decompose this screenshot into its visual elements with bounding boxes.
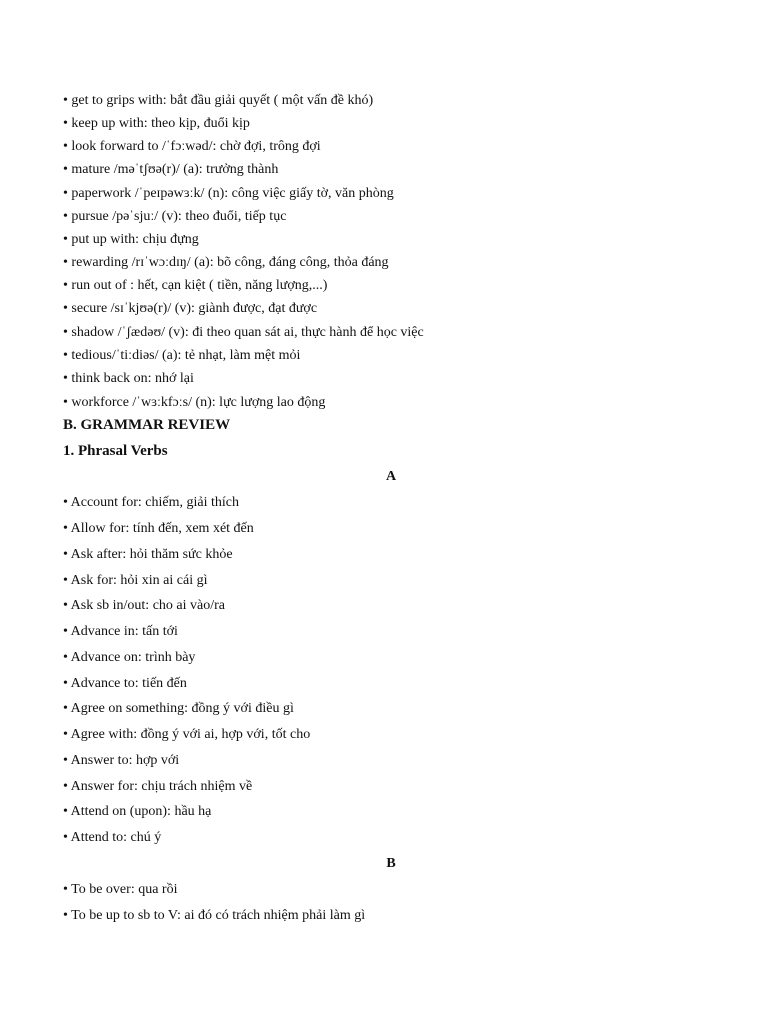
phrasal-verb-item: • Agree with: đồng ý với ai, hợp với, tốt cho <box>63 727 311 742</box>
phrasal-verb-item: • Account for: chiếm, giải thích <box>63 495 239 510</box>
phrasal-verb-item: • Attend to: chú ý <box>63 830 162 845</box>
vocab-item: • shadow /ˈʃædəʊ/ (v): đi theo quan sát ai, thực hành để học việc <box>63 325 424 340</box>
phrasal-verb-item: • Ask for: hỏi xin ai cái gì <box>63 573 208 588</box>
vocab-item: • rewarding /rɪˈwɔːdɪŋ/ (a): bõ công, đáng công, thỏa đáng <box>63 255 389 270</box>
phrasal-verb-item: • Advance in: tấn tới <box>63 624 178 639</box>
phrasal-verb-item: • Agree on something: đồng ý với điều gì <box>63 701 294 716</box>
vocab-item: • put up with: chịu đựng <box>63 232 199 247</box>
vocab-item: • run out of : hết, cạn kiệt ( tiền, năng lượng,...) <box>63 278 328 293</box>
subsection-title: 1. Phrasal Verbs <box>63 443 168 459</box>
phrasal-verb-item: • Allow for: tính đến, xem xét đến <box>63 521 254 536</box>
vocab-item: • get to grips with: bắt đầu giải quyết ( một vấn đề khó) <box>63 93 374 108</box>
vocab-item: • think back on: nhớ lại <box>63 371 194 386</box>
vocab-item: • tedious/ˈtiːdiəs/ (a): tẻ nhạt, làm mệt mỏi <box>63 348 301 363</box>
phrasal-verb-item: • Ask after: hỏi thăm sức khỏe <box>63 547 233 562</box>
section-title: B. GRAMMAR REVIEW <box>63 417 231 433</box>
phrasal-verb-item: • To be up to sb to V: ai đó có trách nhiệm phải làm gì <box>63 908 366 923</box>
vocab-item: • secure /sɪˈkjʊə(r)/ (v): giành được, đạt được <box>63 301 318 316</box>
group-letter-a: A <box>385 469 397 484</box>
vocab-item: • keep up with: theo kịp, đuổi kịp <box>63 116 250 131</box>
phrasal-verb-item: • Answer for: chịu trách nhiệm về <box>63 779 253 794</box>
vocab-item: • paperwork /ˈpeɪpəwɜːk/ (n): công việc giấy tờ, văn phòng <box>63 186 394 201</box>
vocab-item: • mature /məˈtʃʊə(r)/ (a): trưởng thành <box>63 162 279 177</box>
phrasal-verb-item: • Ask sb in/out: cho ai vào/ra <box>63 598 225 613</box>
phrasal-verb-item: • Advance on: trình bày <box>63 650 196 665</box>
vocab-item: • look forward to /ˈfɔːwəd/: chờ đợi, trông đợi <box>63 139 321 154</box>
phrasal-verb-item: • Attend on (upon): hầu hạ <box>63 804 212 819</box>
phrasal-verb-item: • Advance to: tiến đến <box>63 676 187 691</box>
phrasal-verb-item: • Answer to: hợp với <box>63 753 180 768</box>
group-letter-b: B <box>386 856 396 871</box>
vocab-item: • workforce /ˈwɜːkfɔːs/ (n): lực lượng lao động <box>63 395 326 410</box>
vocab-item: • pursue /pəˈsjuː/ (v): theo đuổi, tiếp tục <box>63 209 287 224</box>
phrasal-verb-item: • To be over: qua rồi <box>63 882 178 897</box>
